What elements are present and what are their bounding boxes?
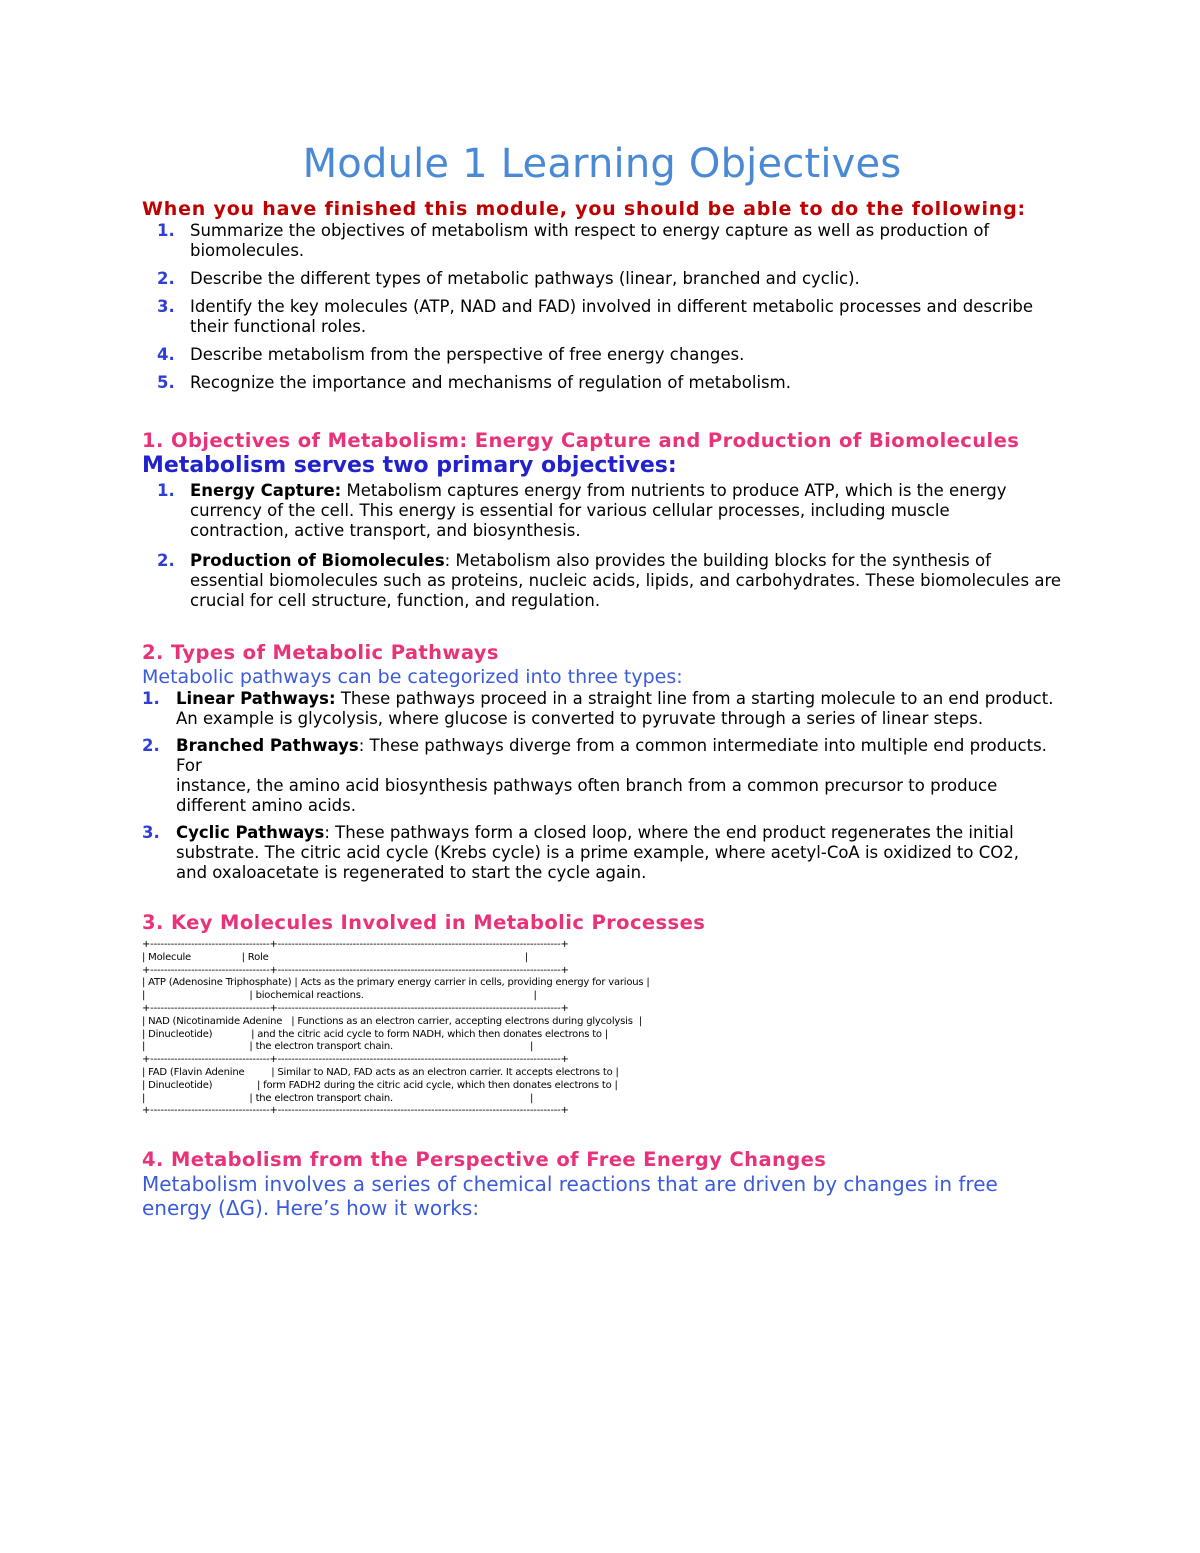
list-item: 4. Describe metabolism from the perspective of free energy changes. [157,345,745,364]
section-1-list [142,481,1062,611]
table-row: | Dinucleotide) | form FADH2 during the citric acid cycle, which then donates electrons to | [142,1079,618,1091]
table-row: +-----------------------------------+-----------------------------------------------------------------------------------+ [142,1002,569,1014]
list-item: 2. Branched Pathways: These pathways diverge from a common intermediate into multiple end products. For instance, the amino acid biosynthesis pathways often branch from a common precursor to produce different amino acids. [142,736,1047,815]
table-row: +-----------------------------------+-----------------------------------------------------------------------------------+ [142,1105,569,1117]
table-row: | Dinucleotide) | and the citric acid cycle to form NADH, which then donates electrons to | [142,1028,608,1040]
table-row: | FAD (Flavin Adenine | Similar to NAD, FAD acts as an electron carrier. It accepts electrons to | [142,1066,619,1078]
table-row: | | biochemical reactions. | [142,990,537,1002]
table-row: | ATP (Adenosine Triphosphate) | Acts as the primary energy carrier in cells, providing energy for various | [142,977,650,989]
list-item: 2. Describe the different types of metabolic pathways (linear, branched and cyclic). [157,269,860,288]
table-row: +-----------------------------------+-----------------------------------------------------------------------------------+ [142,1054,569,1066]
section-1-subheading: Metabolism serves two primary objectives: [142,453,677,478]
molecule-table [142,939,1062,1118]
table-row: | | the electron transport chain. | [142,1041,534,1053]
list-item: 1. Summarize the objectives of metabolism with respect to energy capture as well as production of biomolecules. [157,221,990,260]
page-title: Module 1 Learning Objectives [302,141,902,187]
list-item: 3. Identify the key molecules (ATP, NAD and FAD) involved in different metabolic processes and describe their functional roles. [157,297,1034,336]
list-item: 1. Linear Pathways: These pathways proceed in a straight line from a starting molecule to an end product. An example is glycolysis, where glucose is converted to pyruvate through a series of linear steps. [142,689,1054,728]
intro-text: When you have finished this module, you should be able to do the following: [142,198,1026,220]
document-content [142,140,1062,1220]
section-2-heading: 2. Types of Metabolic Pathways [142,641,499,664]
objectives-list [142,221,1062,393]
section-2-list [142,689,1062,883]
list-item: 2. Production of Biomolecules: Metabolism also provides the building blocks for the synthesis of essential biomolecules such as proteins, nucleic acids, lipids, and carbohydrates. These biomolecules are crucial for cell structure, function, and regulation. [157,551,1062,610]
table-row: | NAD (Nicotinamide Adenine | Functions as an electron carrier, accepting electrons during glycolysis | [142,1015,642,1027]
table-row: | Molecule | Role | [142,951,528,963]
section-1-heading: 1. Objectives of Metabolism: Energy Capture and Production of Biomolecules [142,429,1020,452]
section-4-heading: 4. Metabolism from the Perspective of Free Energy Changes [142,1148,827,1172]
table-row: +-----------------------------------+-----------------------------------------------------------------------------------+ [142,939,569,950]
section-3-heading: 3. Key Molecules Involved in Metabolic Processes [142,911,706,934]
list-item: 1. Energy Capture: Metabolism captures energy from nutrients to produce ATP, which is the energy currency of the cell. This energy is essential for various cellular processes, including muscle contraction, active transport, and biosynthesis. [157,481,1007,540]
section-2-subheading: Metabolic pathways can be categorized into three types: [142,666,683,688]
section-4-subheading: Metabolism involves a series of chemical reactions that are driven by changes in free energy (ΔG). Here’s how it works: [142,1172,998,1221]
list-item: 3. Cyclic Pathways: These pathways form a closed loop, where the end product regenerates the initial substrate. The citric acid cycle (Krebs cycle) is a prime example, where acetyl-CoA is oxidized to CO2, and oxaloacetate is regenerated to start the cycle again. [142,823,1019,882]
table-row: +-----------------------------------+-----------------------------------------------------------------------------------+ [142,964,569,976]
list-item: 5. Recognize the importance and mechanisms of regulation of metabolism. [157,373,791,392]
table-row: | | the electron transport chain. | [142,1092,534,1104]
